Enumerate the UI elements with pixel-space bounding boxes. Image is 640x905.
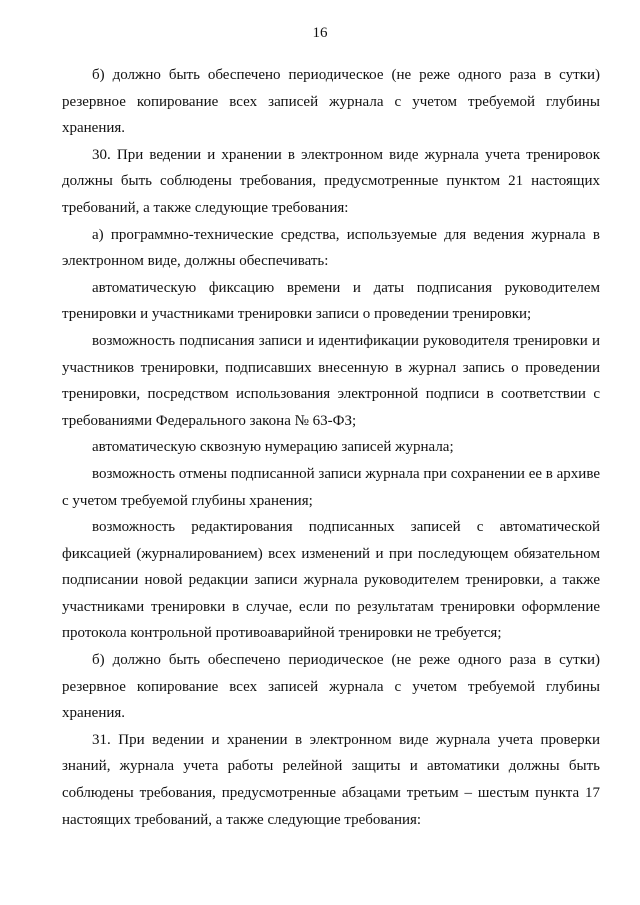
paragraph-item-31: 31. При ведении и хранении в электронном виде журнала учета проверки знаний, журнала учета работы релейной защиты и автоматики должны быть соблюдены требования, предусмотренные абзацами третьим – шестым пункта 17 настоящих требований, а также следующие требования: [62,731,600,828]
page-number: 16 [312,25,328,41]
paragraph-backup-requirement-2: б) должно быть обеспечено периодическое (не реже одного раза в сутки) резервное копирование всех записей журнала с учетом требуемой глубины хранения. [62,652,600,722]
paragraph-item-30: 30. При ведении и хранении в электронном виде журнала учета тренировок должны быть соблюдены требования, предусмотренные пунктом 21 настоящих требований, а также следующие требования: [62,146,600,216]
paragraph-record-cancellation: возможность отмены подписанной записи журнала при сохранении ее в архиве с учетом требуемой глубины хранения; [62,465,600,509]
paragraph-backup-requirement-1: б) должно быть обеспечено периодическое (не реже одного раза в сутки) резервное копирование всех записей журнала с учетом требуемой глубины хранения. [62,67,600,137]
paragraph-electronic-signature: возможность подписания записи и идентификации руководителя тренировки и участников тренировки, подписавших внесенную в журнал запись о проведении тренировки, посредством использования электронной подписи в соответствии с требованиями Федерального закона № 63-ФЗ; [62,332,600,429]
paragraph-auto-numbering: автоматическую сквозную нумерацию записей журнала; [92,439,454,456]
paragraph-record-editing: возможность редактирования подписанных записей с автоматической фиксацией (журналированием) всех изменений и при последующем обязательном подписании новой редакции записи журнала руководителем тренировки, а также участниками тренировки в случае, если по результатам тренировки оформление протокола контрольной противоаварийной тренировки не требуется; [62,519,600,642]
paragraph-software-requirements: а) программно-технические средства, используемые для ведения журнала в электронном виде, должны обеспечивать: [62,226,600,270]
document-body [62,62,600,833]
paragraph-auto-time-fixation: автоматическую фиксацию времени и даты подписания руководителем тренировки и участниками тренировки записи о проведении тренировки; [62,279,600,323]
